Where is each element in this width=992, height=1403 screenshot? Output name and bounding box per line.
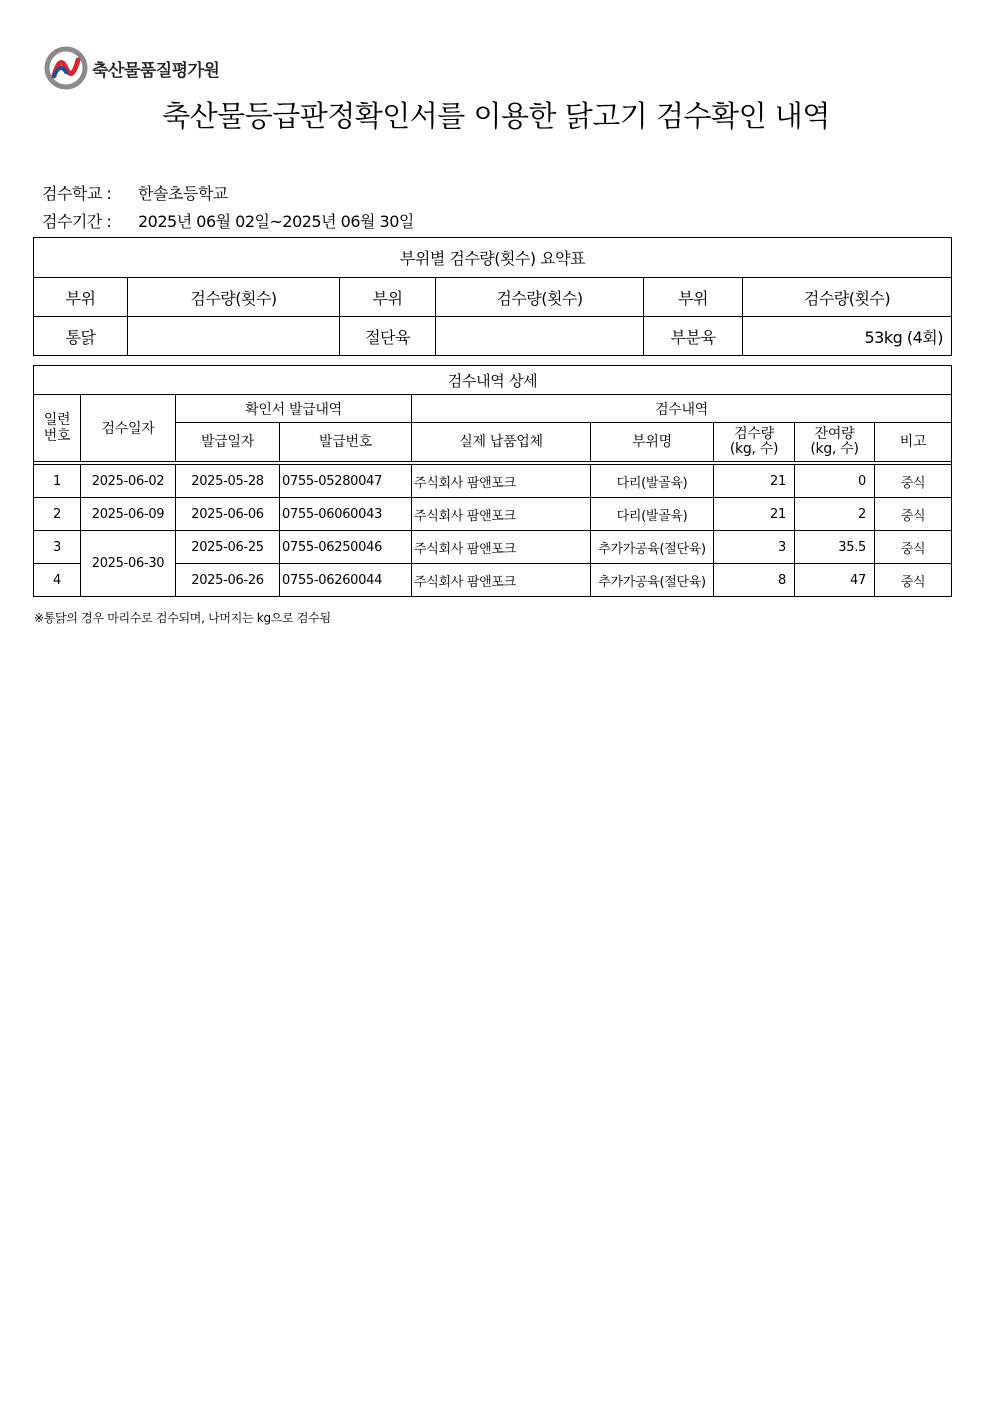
school-value: 한솔초등학교 [138, 184, 228, 203]
col-note-header: 비고 [875, 423, 952, 462]
row-note: 중식 [875, 498, 952, 531]
period-info [42, 209, 414, 232]
footnote: ※통닭의 경우 마리수로 검수되며, 나머지는 kg으로 검수됨 [34, 611, 331, 625]
row-qty: 21 [714, 465, 795, 498]
row-seq: 4 [34, 564, 81, 597]
row-issue-no: 0755-06260044 [280, 564, 412, 597]
row-remain: 0 [795, 465, 875, 498]
summary-header-part: 부위 [340, 278, 436, 317]
row-issue-no: 0755-06060043 [280, 498, 412, 531]
summary-header-part: 부위 [644, 278, 743, 317]
detail-caption: 검수내역 상세 [34, 366, 952, 395]
summary-header-qty: 검수량(횟수) [743, 278, 952, 317]
col-supplier-header: 실제 납품업체 [412, 423, 591, 462]
period-label: 검수기간 : [42, 212, 112, 231]
row-issue-date: 2025-06-25 [176, 531, 280, 564]
row-issue-date: 2025-06-26 [176, 564, 280, 597]
period-value: 2025년 06월 02일~2025년 06월 30일 [138, 212, 414, 231]
row-part: 다리(발골육) [591, 498, 714, 531]
row-remain: 35.5 [795, 531, 875, 564]
table-row [34, 498, 952, 531]
row-note: 중식 [875, 564, 952, 597]
summary-qty-cut [436, 317, 644, 356]
row-qty: 3 [714, 531, 795, 564]
row-supplier: 주식회사 팜앤포크 [412, 564, 591, 597]
summary-qty-whole [128, 317, 340, 356]
row-part: 다리(발골육) [591, 465, 714, 498]
summary-header-qty: 검수량(횟수) [128, 278, 340, 317]
col-qty-header: 검수량 (kg, 수) [714, 423, 795, 462]
row-date: 2025-06-02 [81, 465, 176, 498]
org-name: 축산물품질평가원 [92, 60, 220, 81]
school-info [42, 181, 228, 204]
summary-part-cut: 절단육 [340, 317, 436, 356]
table-row [34, 465, 952, 498]
row-qty: 8 [714, 564, 795, 597]
summary-table [33, 237, 952, 356]
table-row [34, 531, 952, 564]
row-date: 2025-06-30 [81, 531, 176, 597]
document-title: 축산물등급판정확인서를 이용한 닭고기 검수확인 내역 [162, 99, 830, 133]
row-supplier: 주식회사 팜앤포크 [412, 498, 591, 531]
insp-group-header: 검수내역 [412, 395, 952, 423]
row-seq: 1 [34, 465, 81, 498]
row-remain: 47 [795, 564, 875, 597]
row-note: 중식 [875, 465, 952, 498]
row-issue-no: 0755-06250046 [280, 531, 412, 564]
org-emblem-icon [44, 46, 88, 90]
row-supplier: 주식회사 팜앤포크 [412, 531, 591, 564]
row-seq: 2 [34, 498, 81, 531]
col-issue-no-header: 발급번호 [280, 423, 412, 462]
row-issue-date: 2025-05-28 [176, 465, 280, 498]
row-issue-date: 2025-06-06 [176, 498, 280, 531]
row-remain: 2 [795, 498, 875, 531]
summary-part-whole: 통닭 [34, 317, 128, 356]
row-supplier: 주식회사 팜앤포크 [412, 465, 591, 498]
col-date-header: 검수일자 [81, 395, 176, 462]
summary-qty-portion: 53kg (4회) [743, 317, 952, 356]
row-note: 중식 [875, 531, 952, 564]
summary-part-portion: 부분육 [644, 317, 743, 356]
summary-header-qty: 검수량(횟수) [436, 278, 644, 317]
row-date: 2025-06-09 [81, 498, 176, 531]
col-remain-header: 잔여량 (kg, 수) [795, 423, 875, 462]
row-part: 추가가공육(절단육) [591, 531, 714, 564]
row-seq: 3 [34, 531, 81, 564]
col-issue-date-header: 발급일자 [176, 423, 280, 462]
org-logo [44, 46, 219, 90]
summary-caption: 부위별 검수량(횟수) 요약표 [34, 238, 952, 278]
school-label: 검수학교 : [42, 184, 112, 203]
row-part: 추가가공육(절단육) [591, 564, 714, 597]
row-qty: 21 [714, 498, 795, 531]
col-seq-header: 일련 번호 [34, 395, 81, 462]
detail-table [33, 365, 952, 597]
cert-group-header: 확인서 발급내역 [176, 395, 412, 423]
summary-header-part: 부위 [34, 278, 128, 317]
row-issue-no: 0755-05280047 [280, 465, 412, 498]
col-part-header: 부위명 [591, 423, 714, 462]
